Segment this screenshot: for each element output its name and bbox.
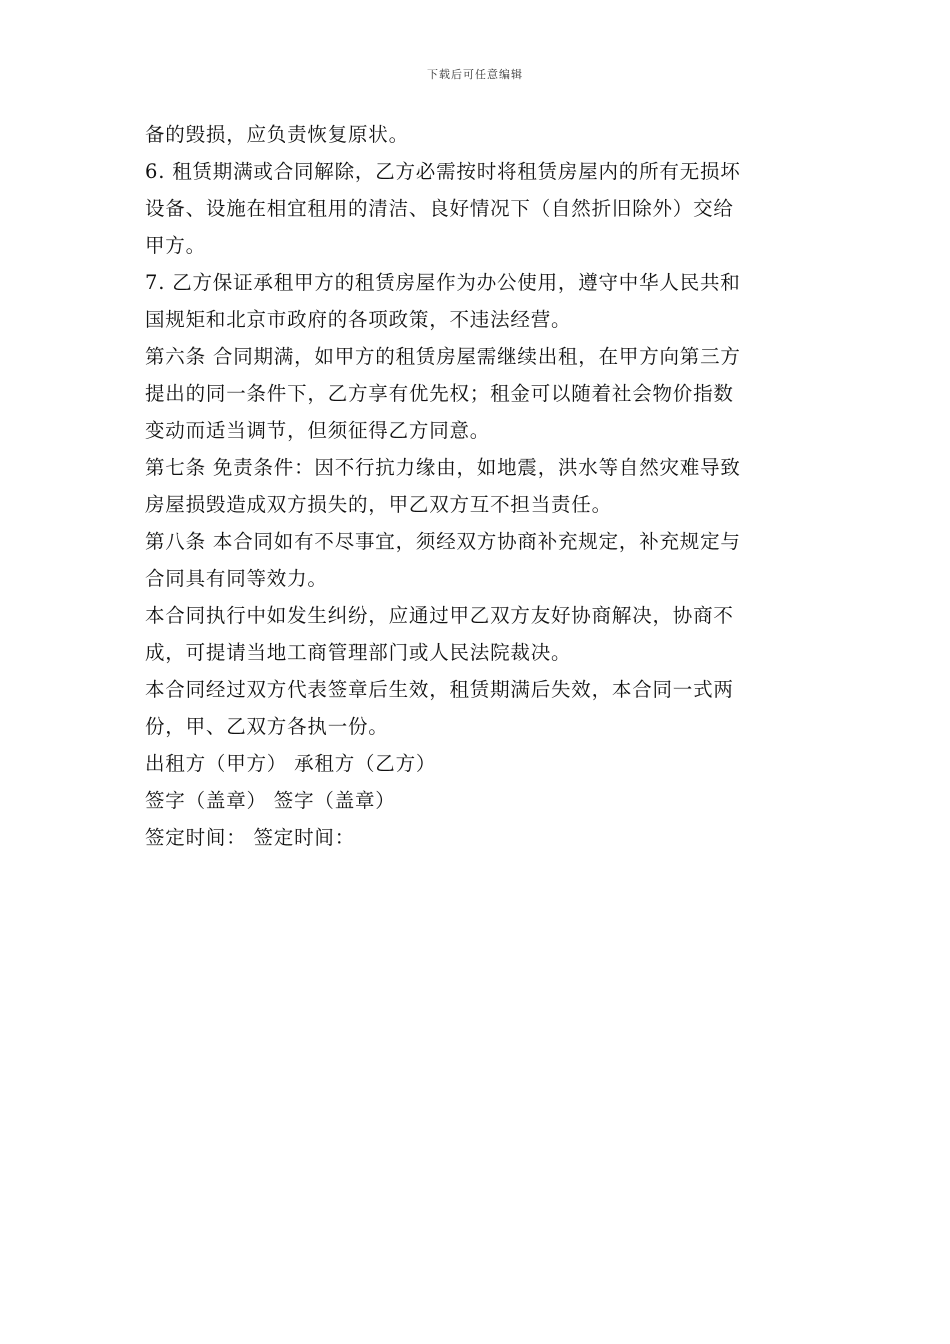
text-line: 备的毁损，应负责恢复原状。	[145, 123, 409, 146]
text-line: 甲方。	[145, 234, 206, 257]
text-line: 第七条 免责条件：因不行抗力缘由，如地震，洪水等自然灾难导致	[145, 456, 741, 479]
signature-seal-line: 签字（盖章） 签字（盖章）	[145, 789, 396, 812]
text-line: 提出的同一条件下，乙方享有优先权；租金可以随着社会物价指数	[145, 382, 734, 405]
text-line: 份，甲、乙双方各执一份。	[145, 715, 389, 738]
signature-parties-line: 出租方（甲方） 承租方（乙方）	[145, 752, 437, 775]
text-line: 成，可提请当地工商管理部门或人民法院裁决。	[145, 641, 572, 664]
document-body	[145, 116, 805, 856]
text-line: 7. 乙方保证承租甲方的租赁房屋作为办公使用，遵守中华人民共和	[145, 271, 741, 294]
text-line: 本合同经过双方代表签章后生效，租赁期满后失效，本合同一式两	[145, 678, 734, 701]
text-line: 设备、设施在相宜租用的清洁、良好情况下（自然折旧除外）交给	[145, 197, 734, 220]
text-line: 国规矩和北京市政府的各项政策，不违法经营。	[145, 308, 572, 331]
text-line: 合同具有同等效力。	[145, 567, 328, 590]
text-line: 第六条 合同期满，如甲方的租赁房屋需继续出租，在甲方向第三方	[145, 345, 741, 368]
text-line: 本合同执行中如发生纠纷，应通过甲乙双方友好协商解决，协商不	[145, 604, 734, 627]
text-line: 变动而适当调节，但须征得乙方同意。	[145, 419, 491, 442]
signing-date-line: 签定时间： 签定时间：	[145, 826, 355, 849]
text-line: 6. 租赁期满或合同解除，乙方必需按时将租赁房屋内的所有无损坏	[145, 160, 741, 183]
text-line: 第八条 本合同如有不尽事宜，须经双方协商补充规定，补充规定与	[145, 530, 741, 553]
page-header: 下载后可任意编辑	[427, 68, 523, 81]
text-line: 房屋损毁造成双方损失的，甲乙双方互不担当责任。	[145, 493, 612, 516]
